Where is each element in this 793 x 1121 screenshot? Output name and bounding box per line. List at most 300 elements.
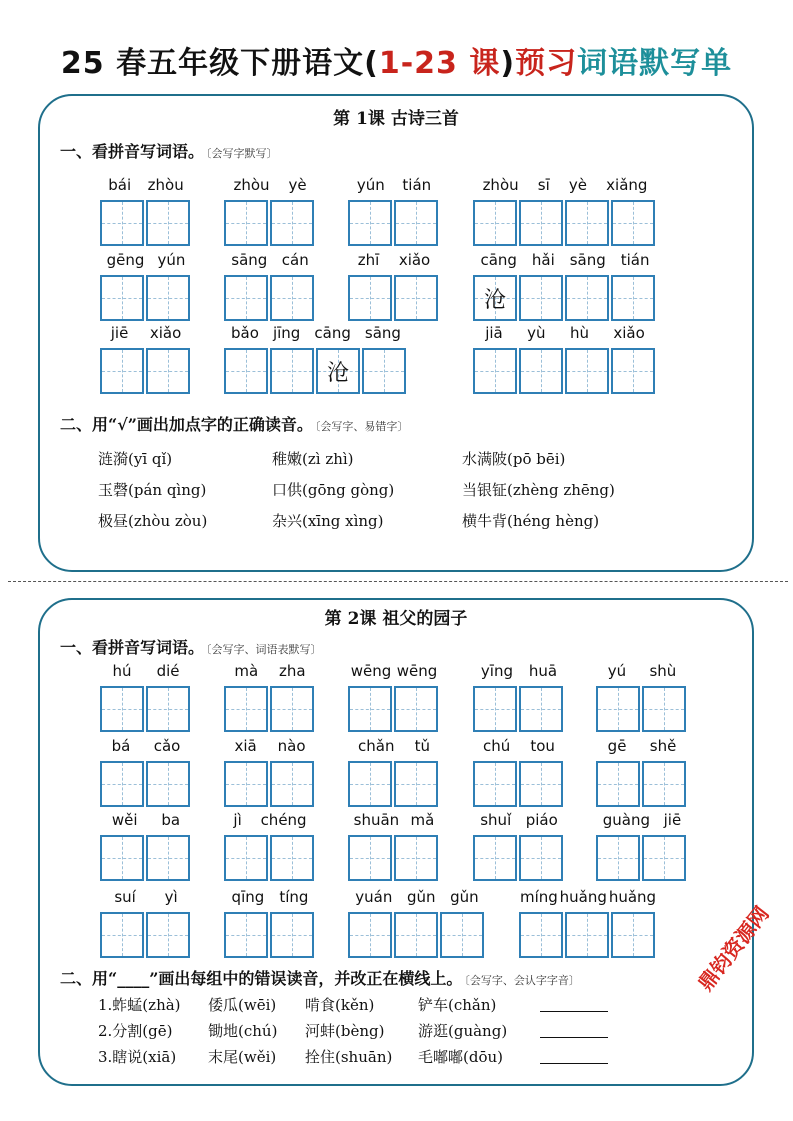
prefilled-char <box>442 914 482 956</box>
writing-grid-cell[interactable] <box>146 835 190 881</box>
pinyin-syllable: zhī <box>357 251 380 269</box>
lesson2-word <box>224 809 316 881</box>
prefilled-char <box>226 202 266 244</box>
prefilled-char <box>567 350 607 392</box>
reading-item[interactable]: 毛嘟嘟(dōu) <box>418 1048 503 1066</box>
pronunciation-choice-item[interactable]: 横牛背(héng hèng) <box>462 512 600 530</box>
pinyin-syllable: yún <box>356 176 385 194</box>
prefilled-char <box>226 277 266 319</box>
pinyin-syllable: shuǐ <box>480 811 512 829</box>
writing-grid-cell[interactable] <box>100 200 144 246</box>
prefilled-char <box>396 914 436 956</box>
writing-grid-cell[interactable] <box>348 835 392 881</box>
prefilled-char <box>102 763 142 805</box>
writing-grid-cell[interactable] <box>146 275 190 321</box>
writing-grid-cell[interactable] <box>146 200 190 246</box>
writing-grid-cell[interactable] <box>519 761 563 807</box>
writing-grid-cell[interactable] <box>270 275 314 321</box>
prefilled-char <box>272 688 312 730</box>
writing-grid-cell[interactable] <box>565 200 609 246</box>
writing-grid-cell[interactable] <box>270 200 314 246</box>
prefilled-char <box>613 350 653 392</box>
pinyin-syllable: yè <box>568 176 588 194</box>
prefilled-char <box>350 914 390 956</box>
lesson2-word <box>473 809 565 881</box>
page-title: 25 春五年级下册语文(1-23 课)预习词语默写单 <box>60 46 733 81</box>
pinyin-syllable: tián <box>402 176 432 194</box>
lesson2-word <box>519 886 657 958</box>
pinyin-syllable: piáo <box>525 811 558 829</box>
writing-grid-cell[interactable] <box>596 835 640 881</box>
prefilled-char <box>598 837 638 879</box>
lesson1-word <box>224 249 316 321</box>
reading-item[interactable]: 河蚌(bèng) <box>305 1022 385 1040</box>
reading-item[interactable]: 锄地(chú) <box>208 1022 278 1040</box>
prefilled-char <box>226 763 266 805</box>
prefilled-char <box>350 202 390 244</box>
pinyin-row <box>348 886 486 908</box>
pinyin-syllable: zha <box>279 662 306 680</box>
writing-grid-cell[interactable] <box>611 348 655 394</box>
writing-grid-cell[interactable] <box>224 912 268 958</box>
lesson2-section2-title: 二、用“____”画出每组中的错误读音，并改正在横线上。 〔会写字、会认字字音〕 <box>60 969 580 988</box>
lesson2-section1-title: 一、看拼音写词语。 〔会写字、词语表默写〕 <box>60 638 322 657</box>
lesson2-word <box>348 809 440 881</box>
prefilled-char <box>396 202 436 244</box>
pinyin-syllable: nào <box>277 737 306 755</box>
pinyin-syllable: cán <box>281 251 309 269</box>
prefilled-char <box>475 350 515 392</box>
lesson1-word <box>348 174 440 246</box>
pinyin-row <box>224 249 316 271</box>
prefilled-char <box>475 763 515 805</box>
lesson2-word <box>224 735 316 807</box>
pinyin-syllable: yì <box>164 888 178 906</box>
pinyin-syllable: ba <box>161 811 181 829</box>
pinyin-row <box>224 174 316 196</box>
pinyin-row <box>224 735 316 757</box>
writing-grid-cell[interactable] <box>394 200 438 246</box>
prefilled-char <box>350 688 390 730</box>
prefilled-char <box>475 837 515 879</box>
pinyin-syllable: mà <box>234 662 259 680</box>
reading-item[interactable]: 3.瞎说(xiā) <box>98 1048 177 1066</box>
lesson1-word <box>224 174 316 246</box>
writing-grid-cell[interactable] <box>519 275 563 321</box>
pinyin-syllable: yú <box>607 662 627 680</box>
writing-grid-cell[interactable] <box>473 835 517 881</box>
pinyin-syllable: zhòu <box>147 176 184 194</box>
lesson2-word <box>100 809 192 881</box>
prefilled-char <box>148 350 188 392</box>
lesson2-word <box>100 660 192 732</box>
writing-grid-cell[interactable] <box>394 835 438 881</box>
pinyin-syllable: huǎng <box>608 888 657 906</box>
writing-grid-cell[interactable] <box>611 200 655 246</box>
writing-grid-cell[interactable] <box>394 686 438 732</box>
pronunciation-choice-item[interactable]: 水满陂(pō bēi) <box>462 450 566 468</box>
prefilled-char <box>364 350 404 392</box>
pinyin-syllable: gēng <box>106 251 145 269</box>
pinyin-syllable: xiǎo <box>613 324 645 342</box>
pinyin-syllable: chéng <box>260 811 307 829</box>
pinyin-syllable: bǎo <box>231 324 259 342</box>
prefilled-char <box>226 350 266 392</box>
prefilled-char <box>272 914 312 956</box>
reading-item[interactable]: 末尾(wěi) <box>208 1048 277 1066</box>
pinyin-syllable: yù <box>527 324 546 342</box>
writing-grid-cell[interactable] <box>473 761 517 807</box>
writing-grid-cell[interactable] <box>519 835 563 881</box>
writing-grid-cell[interactable] <box>473 275 517 321</box>
pinyin-syllable: cǎo <box>153 737 181 755</box>
pinyin-row <box>473 809 565 831</box>
pinyin-syllable: gǔn <box>406 888 436 906</box>
writing-grid-cell[interactable] <box>270 761 314 807</box>
lesson2-word <box>348 886 486 958</box>
pinyin-syllable: shě <box>649 737 677 755</box>
pinyin-row <box>596 735 688 757</box>
pinyin-row <box>224 660 316 682</box>
writing-grid-cell[interactable] <box>596 686 640 732</box>
watermark: 鼎钧资源网 <box>693 901 774 996</box>
prefilled-char <box>102 350 142 392</box>
pinyin-syllable: yīng <box>480 662 513 680</box>
pinyin-syllable: jīng <box>272 324 301 342</box>
pinyin-syllable: gǔn <box>450 888 479 906</box>
writing-grid-cell[interactable] <box>100 761 144 807</box>
pinyin-syllable: jì <box>233 811 242 829</box>
writing-grid-cell[interactable] <box>565 348 609 394</box>
prefilled-char <box>613 277 653 319</box>
lesson1-word <box>100 322 192 394</box>
prefilled-char <box>521 350 561 392</box>
pinyin-row <box>473 174 657 196</box>
pronunciation-choice-item[interactable]: 杂兴(xīng xìng) <box>272 512 384 530</box>
lesson1-section2-title: 二、用“√”画出加点字的正确读音。 〔会写字、易错字〕 <box>60 415 409 434</box>
prefilled-char <box>475 202 515 244</box>
prefilled-char <box>226 914 266 956</box>
prefilled-char <box>272 277 312 319</box>
prefilled-char <box>272 202 312 244</box>
prefilled-char <box>148 837 188 879</box>
pinyin-syllable: yè <box>288 176 307 194</box>
writing-grid-cell[interactable] <box>224 761 268 807</box>
pinyin-syllable: mǎ <box>410 811 435 829</box>
prefilled-char <box>102 914 142 956</box>
pinyin-syllable: bá <box>111 737 131 755</box>
writing-grid-cell[interactable] <box>146 912 190 958</box>
prefilled-char <box>521 277 561 319</box>
pinyin-row <box>473 249 657 271</box>
correction-blank-line[interactable] <box>540 1037 608 1038</box>
pinyin-syllable: jiē <box>663 811 682 829</box>
pinyin-row <box>100 322 192 344</box>
pinyin-syllable: míng <box>519 888 558 906</box>
pinyin-syllable: hǎi <box>531 251 555 269</box>
lesson2-word <box>224 660 316 732</box>
writing-grid-cell[interactable] <box>519 200 563 246</box>
writing-grid-cell[interactable] <box>348 912 392 958</box>
pinyin-syllable: cāng <box>480 251 517 269</box>
reading-item[interactable]: 倭瓜(wēi) <box>208 996 277 1014</box>
prefilled-char <box>148 763 188 805</box>
writing-grid-cell[interactable] <box>270 912 314 958</box>
pinyin-row <box>224 886 316 908</box>
prefilled-char <box>598 763 638 805</box>
writing-grid-cell[interactable] <box>519 912 563 958</box>
pinyin-row <box>224 322 408 344</box>
prefilled-char <box>102 837 142 879</box>
pinyin-syllable: cāng <box>314 324 351 342</box>
writing-grid-cell[interactable] <box>519 686 563 732</box>
pinyin-syllable: bái <box>108 176 132 194</box>
lesson2-word <box>224 886 316 958</box>
reading-item[interactable]: 拴住(shuān) <box>305 1048 393 1066</box>
pinyin-row <box>348 660 440 682</box>
pinyin-syllable: xiā <box>234 737 257 755</box>
writing-grid-cell[interactable] <box>316 348 360 394</box>
writing-grid-cell[interactable] <box>348 686 392 732</box>
pinyin-syllable: hù <box>569 324 589 342</box>
pronunciation-choice-item[interactable]: 口供(gōng gòng) <box>272 481 395 499</box>
prefilled-char <box>272 763 312 805</box>
pinyin-row <box>100 809 192 831</box>
pinyin-syllable: tíng <box>279 888 309 906</box>
prefilled-char <box>567 914 607 956</box>
lesson1-word <box>224 322 408 394</box>
prefilled-char <box>148 914 188 956</box>
correction-blank-line[interactable] <box>540 1063 608 1064</box>
writing-grid-cell[interactable] <box>224 200 268 246</box>
pinyin-syllable: jiā <box>485 324 503 342</box>
prefilled-char <box>475 688 515 730</box>
prefilled-char <box>350 277 390 319</box>
pinyin-row <box>473 660 565 682</box>
lesson1-heading: 第 1课 古诗三首 <box>333 109 459 129</box>
pinyin-row <box>596 660 688 682</box>
prefilled-char <box>396 763 436 805</box>
pinyin-row <box>100 735 192 757</box>
prefilled-char <box>148 202 188 244</box>
prefilled-char <box>644 837 684 879</box>
pinyin-row <box>348 809 440 831</box>
lesson2-word <box>100 735 192 807</box>
writing-grid-cell[interactable] <box>100 912 144 958</box>
prefilled-char <box>644 763 684 805</box>
writing-grid-cell[interactable] <box>348 761 392 807</box>
prefilled-char <box>521 688 561 730</box>
pinyin-syllable: yuán <box>355 888 393 906</box>
pinyin-row <box>100 249 192 271</box>
writing-grid-cell[interactable] <box>100 275 144 321</box>
pinyin-row <box>473 735 565 757</box>
prefilled-char <box>350 763 390 805</box>
writing-grid-cell[interactable] <box>440 912 484 958</box>
pinyin-syllable: gē <box>607 737 627 755</box>
pinyin-syllable: huā <box>528 662 558 680</box>
prefilled-char <box>396 277 436 319</box>
writing-grid-cell[interactable] <box>100 348 144 394</box>
pinyin-syllable: chǎn <box>358 737 395 755</box>
pinyin-row <box>596 809 688 831</box>
pinyin-syllable: zhòu <box>233 176 270 194</box>
writing-grid-cell[interactable] <box>348 275 392 321</box>
lesson2-word <box>596 809 688 881</box>
writing-grid-cell[interactable] <box>224 835 268 881</box>
prefilled-char <box>613 914 653 956</box>
writing-grid-cell[interactable] <box>224 686 268 732</box>
prefilled-char <box>521 837 561 879</box>
pinyin-row <box>348 735 440 757</box>
prefilled-char <box>102 277 142 319</box>
pronunciation-choice-item[interactable]: 极昼(zhòu zòu) <box>98 512 208 530</box>
pinyin-syllable: jiē <box>110 324 129 342</box>
pinyin-row <box>100 886 192 908</box>
lesson1-word <box>473 249 657 321</box>
writing-grid-cell[interactable] <box>642 761 686 807</box>
pinyin-syllable: xiǎo <box>149 324 182 342</box>
pinyin-syllable: huǎng <box>559 888 607 906</box>
pinyin-syllable: guàng <box>602 811 651 829</box>
lesson1-word <box>348 249 440 321</box>
prefilled-char <box>272 837 312 879</box>
writing-grid-cell[interactable] <box>596 761 640 807</box>
pinyin-syllable: chú <box>483 737 511 755</box>
lesson2-word <box>596 660 688 732</box>
lesson2-word <box>348 660 440 732</box>
pinyin-row <box>100 174 192 196</box>
correction-blank-line[interactable] <box>540 1011 608 1012</box>
writing-grid-cell[interactable] <box>394 761 438 807</box>
pinyin-syllable: zhòu <box>482 176 519 194</box>
prefilled-char <box>396 837 436 879</box>
prefilled-char <box>226 688 266 730</box>
prefilled-char <box>567 277 607 319</box>
writing-grid-cell[interactable] <box>642 686 686 732</box>
writing-grid-cell[interactable] <box>270 686 314 732</box>
prefilled-char <box>521 914 561 956</box>
writing-grid-cell[interactable] <box>394 275 438 321</box>
writing-grid-cell[interactable] <box>565 275 609 321</box>
section-divider <box>8 581 788 582</box>
writing-grid-cell[interactable] <box>611 275 655 321</box>
lesson2-word <box>473 735 565 807</box>
writing-grid-cell[interactable] <box>270 348 314 394</box>
prefilled-char <box>272 350 312 392</box>
pinyin-syllable: hú <box>112 662 132 680</box>
prefilled-char <box>226 837 266 879</box>
pinyin-syllable: wēng <box>396 662 438 680</box>
pinyin-syllable: wěi <box>111 811 138 829</box>
pinyin-syllable: shù <box>649 662 677 680</box>
reading-item[interactable]: 1.蚱蜢(zhà) <box>98 996 181 1014</box>
pinyin-row <box>473 322 657 344</box>
writing-grid-cell[interactable] <box>611 912 655 958</box>
lesson1-word <box>100 174 192 246</box>
writing-grid-cell[interactable] <box>642 835 686 881</box>
prefilled-char <box>567 202 607 244</box>
lesson1-word <box>473 322 657 394</box>
reading-item[interactable]: 铲车(chǎn) <box>418 996 497 1014</box>
prefilled-char <box>644 688 684 730</box>
writing-grid-cell[interactable] <box>519 348 563 394</box>
writing-grid-cell[interactable] <box>224 348 268 394</box>
writing-grid-cell[interactable] <box>100 835 144 881</box>
pinyin-row <box>519 886 657 908</box>
writing-grid-cell[interactable] <box>100 686 144 732</box>
prefilled-char <box>102 202 142 244</box>
pinyin-syllable: sāng <box>231 251 268 269</box>
lesson2-word <box>596 735 688 807</box>
pronunciation-choice-item[interactable]: 涟漪(yī qǐ) <box>98 450 173 468</box>
writing-grid-cell[interactable] <box>146 348 190 394</box>
pinyin-row <box>100 660 192 682</box>
writing-grid-cell[interactable] <box>362 348 406 394</box>
prefilled-char <box>102 688 142 730</box>
prefilled-char <box>148 277 188 319</box>
prefilled-char <box>396 688 436 730</box>
prefilled-char <box>350 837 390 879</box>
pinyin-syllable: sāng <box>569 251 606 269</box>
prefilled-char <box>521 202 561 244</box>
prefilled-char <box>521 763 561 805</box>
prefilled-char: 沧 <box>326 360 349 386</box>
writing-grid-cell[interactable] <box>146 761 190 807</box>
pinyin-syllable: wēng <box>350 662 392 680</box>
writing-grid-cell[interactable] <box>348 200 392 246</box>
prefilled-char <box>148 688 188 730</box>
lesson2-heading: 第 2课 祖父的园子 <box>324 609 468 629</box>
pinyin-syllable: tou <box>530 737 555 755</box>
pinyin-syllable: tǔ <box>414 737 430 755</box>
writing-grid-cell[interactable] <box>224 275 268 321</box>
writing-grid-cell[interactable] <box>270 835 314 881</box>
writing-grid-cell[interactable] <box>473 200 517 246</box>
prefilled-char: 沧 <box>483 287 506 313</box>
pinyin-syllable: shuān <box>353 811 400 829</box>
writing-grid-cell[interactable] <box>473 686 517 732</box>
pinyin-syllable: qīng <box>231 888 265 906</box>
lesson1-word <box>100 249 192 321</box>
pinyin-row <box>348 249 440 271</box>
pinyin-row <box>224 809 316 831</box>
pronunciation-choice-item[interactable]: 稚嫩(zì zhì) <box>272 450 354 468</box>
reading-item[interactable]: 2.分割(gē) <box>98 1022 173 1040</box>
reading-item[interactable]: 游逛(guàng) <box>418 1022 508 1040</box>
pronunciation-choice-item[interactable]: 玉磬(pán qìng) <box>98 481 207 499</box>
pinyin-syllable: tián <box>620 251 650 269</box>
lesson1-section1-title: 一、看拼音写词语。 〔会写字默写〕 <box>60 142 278 161</box>
lesson2-word <box>348 735 440 807</box>
reading-item[interactable]: 啃食(kěn) <box>305 996 375 1014</box>
lesson1-word <box>473 174 657 246</box>
writing-grid-cell[interactable] <box>473 348 517 394</box>
pinyin-syllable: sāng <box>364 324 401 342</box>
pinyin-syllable: xiǎo <box>398 251 431 269</box>
pinyin-syllable: xiǎng <box>606 176 648 194</box>
lesson2-word <box>100 886 192 958</box>
writing-grid-cell[interactable] <box>394 912 438 958</box>
pinyin-syllable: sī <box>537 176 550 194</box>
writing-grid-cell[interactable] <box>565 912 609 958</box>
writing-grid-cell[interactable] <box>146 686 190 732</box>
pinyin-syllable: yún <box>157 251 186 269</box>
pinyin-syllable: dié <box>156 662 180 680</box>
lesson2-word <box>473 660 565 732</box>
pronunciation-choice-item[interactable]: 当银钲(zhèng zhēng) <box>462 481 615 499</box>
pinyin-row <box>348 174 440 196</box>
